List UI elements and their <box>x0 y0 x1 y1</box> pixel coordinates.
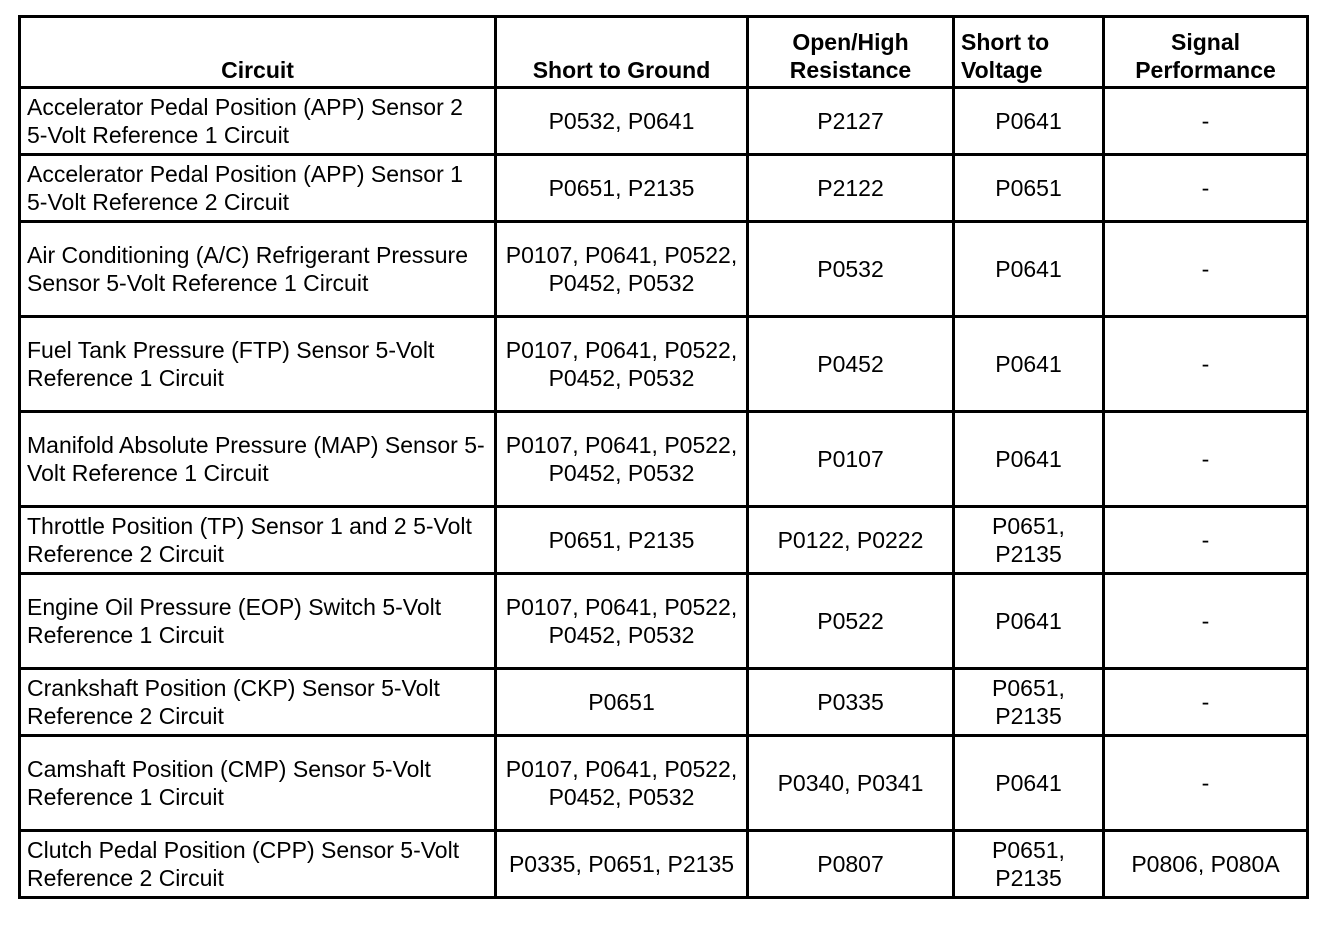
header-short-to-ground: Short to Ground <box>496 17 748 88</box>
open-high-resistance-cell: P0335 <box>748 669 954 736</box>
circuit-cell: Camshaft Position (CMP) Sensor 5-Volt Reference 1 Circuit <box>20 736 496 831</box>
signal-performance-cell: - <box>1104 155 1308 222</box>
signal-performance-cell: - <box>1104 507 1308 574</box>
short-to-voltage-cell: P0641 <box>954 574 1104 669</box>
table-row <box>20 317 1308 412</box>
short-to-ground-cell: P0335, P0651, P2135 <box>496 831 748 898</box>
signal-performance-cell: - <box>1104 736 1308 831</box>
circuit-cell: Throttle Position (TP) Sensor 1 and 2 5-Volt Reference 2 Circuit <box>20 507 496 574</box>
short-to-ground-cell: P0107, P0641, P0522, P0452, P0532 <box>496 574 748 669</box>
short-to-ground-cell: P0107, P0641, P0522, P0452, P0532 <box>496 412 748 507</box>
short-to-voltage-cell: P0641 <box>954 88 1104 155</box>
short-to-voltage-cell: P0651 <box>954 155 1104 222</box>
circuit-cell: Accelerator Pedal Position (APP) Sensor 1 5-Volt Reference 2 Circuit <box>20 155 496 222</box>
open-high-resistance-cell: P2122 <box>748 155 954 222</box>
open-high-resistance-cell: P0807 <box>748 831 954 898</box>
short-to-voltage-cell: P0641 <box>954 222 1104 317</box>
short-to-ground-cell: P0107, P0641, P0522, P0452, P0532 <box>496 317 748 412</box>
short-to-voltage-cell: P0641 <box>954 317 1104 412</box>
short-to-ground-cell: P0107, P0641, P0522, P0452, P0532 <box>496 222 748 317</box>
open-high-resistance-cell: P0522 <box>748 574 954 669</box>
signal-performance-cell: - <box>1104 669 1308 736</box>
table-row <box>20 507 1308 574</box>
table-row <box>20 222 1308 317</box>
open-high-resistance-cell: P2127 <box>748 88 954 155</box>
header-signal-performance: Signal Performance <box>1104 17 1308 88</box>
signal-performance-cell: - <box>1104 317 1308 412</box>
table-row <box>20 736 1308 831</box>
table-row <box>20 88 1308 155</box>
table-row <box>20 574 1308 669</box>
circuit-cell: Accelerator Pedal Position (APP) Sensor 2 5-Volt Reference 1 Circuit <box>20 88 496 155</box>
signal-performance-cell: - <box>1104 88 1308 155</box>
signal-performance-cell: - <box>1104 412 1308 507</box>
short-to-ground-cell: P0651, P2135 <box>496 507 748 574</box>
open-high-resistance-cell: P0452 <box>748 317 954 412</box>
open-high-resistance-cell: P0107 <box>748 412 954 507</box>
short-to-ground-cell: P0107, P0641, P0522, P0452, P0532 <box>496 736 748 831</box>
open-high-resistance-cell: P0340, P0341 <box>748 736 954 831</box>
open-high-resistance-cell: P0122, P0222 <box>748 507 954 574</box>
circuit-cell: Clutch Pedal Position (CPP) Sensor 5-Volt Reference 2 Circuit <box>20 831 496 898</box>
signal-performance-cell: - <box>1104 222 1308 317</box>
short-to-ground-cell: P0532, P0641 <box>496 88 748 155</box>
circuit-cell: Air Conditioning (A/C) Refrigerant Pressure Sensor 5-Volt Reference 1 Circuit <box>20 222 496 317</box>
table-row <box>20 155 1308 222</box>
signal-performance-cell: - <box>1104 574 1308 669</box>
header-short-to-voltage: Short to Voltage <box>954 17 1104 88</box>
short-to-voltage-cell: P0651, P2135 <box>954 831 1104 898</box>
signal-performance-cell: P0806, P080A <box>1104 831 1308 898</box>
short-to-voltage-cell: P0641 <box>954 736 1104 831</box>
circuit-cell: Manifold Absolute Pressure (MAP) Sensor 5-Volt Reference 1 Circuit <box>20 412 496 507</box>
table-row <box>20 831 1308 898</box>
circuit-cell: Engine Oil Pressure (EOP) Switch 5-Volt Reference 1 Circuit <box>20 574 496 669</box>
circuit-cell: Crankshaft Position (CKP) Sensor 5-Volt Reference 2 Circuit <box>20 669 496 736</box>
short-to-voltage-cell: P0641 <box>954 412 1104 507</box>
table-row <box>20 412 1308 507</box>
table-row <box>20 669 1308 736</box>
short-to-ground-cell: P0651 <box>496 669 748 736</box>
short-to-voltage-cell: P0651, P2135 <box>954 669 1104 736</box>
open-high-resistance-cell: P0532 <box>748 222 954 317</box>
dtc-circuit-table <box>18 15 1309 899</box>
short-to-voltage-cell: P0651, P2135 <box>954 507 1104 574</box>
header-circuit: Circuit <box>20 17 496 88</box>
header-row <box>20 17 1308 88</box>
short-to-ground-cell: P0651, P2135 <box>496 155 748 222</box>
header-open-high-resistance: Open/High Resistance <box>748 17 954 88</box>
circuit-cell: Fuel Tank Pressure (FTP) Sensor 5-Volt Reference 1 Circuit <box>20 317 496 412</box>
